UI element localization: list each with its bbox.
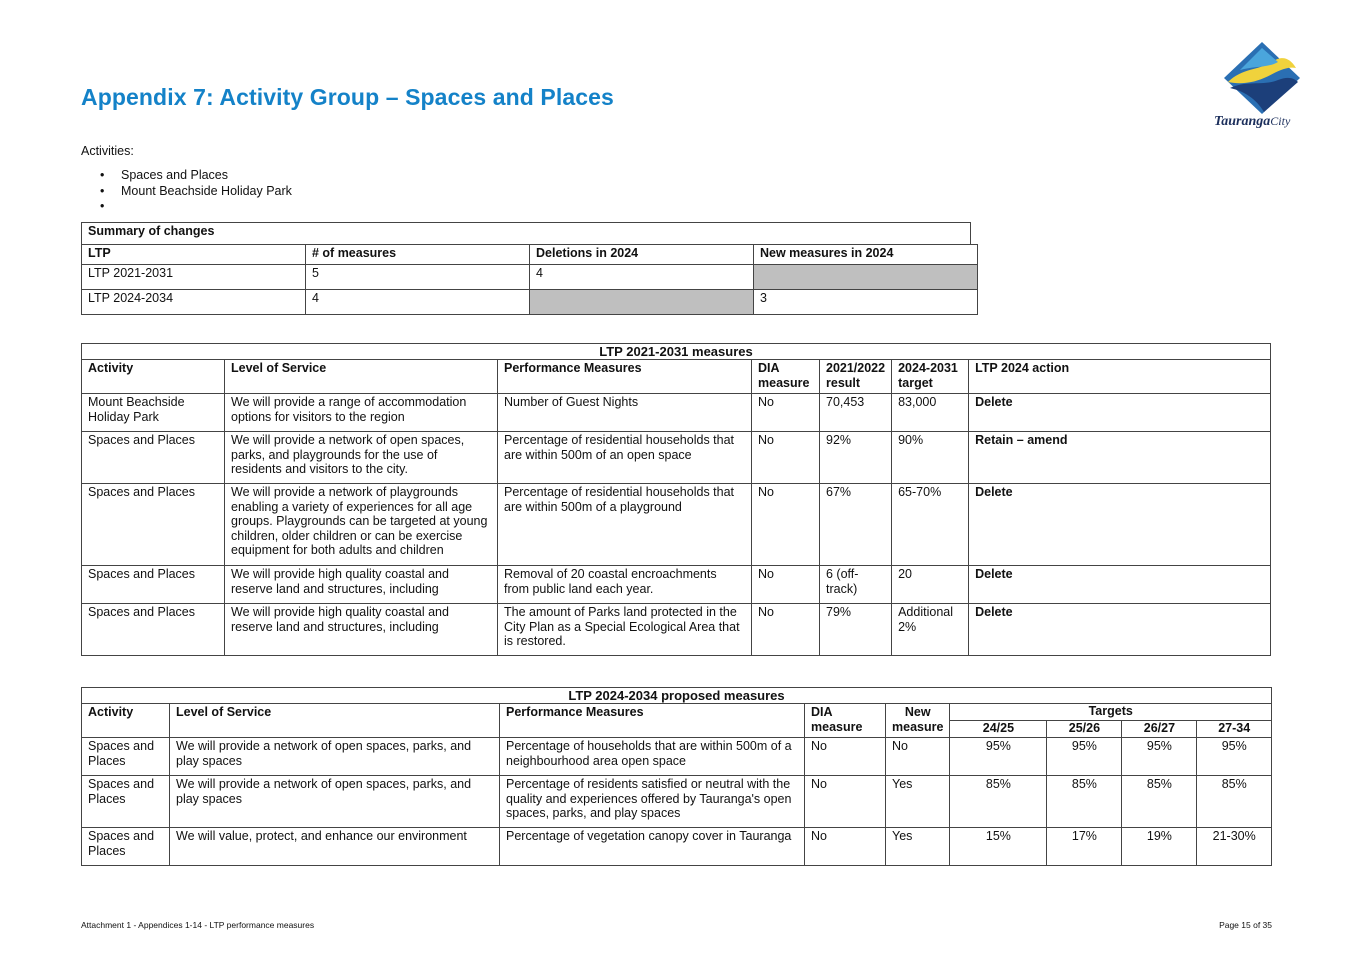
table-cell: Removal of 20 coastal encroachments from public land each year. [498, 566, 752, 604]
table-cell: Delete [969, 394, 1271, 432]
table-cell: Spaces and Places [82, 828, 170, 866]
table-cell: 95% [1197, 738, 1272, 776]
table-cell: We will value, protect, and enhance our environment [170, 828, 500, 866]
table-cell: We will provide high quality coastal and reserve land and structures, including [225, 566, 498, 604]
table-cell: 67% [820, 484, 892, 566]
table-row [82, 566, 1271, 604]
activities-list [100, 168, 292, 215]
table-row [82, 604, 1271, 656]
table-cell: No [805, 738, 886, 776]
table-row [82, 264, 978, 289]
table-cell: No [805, 828, 886, 866]
table-row [82, 289, 978, 314]
column-header: Performance Measures [500, 704, 805, 738]
summary-heading: Summary of changes [81, 222, 971, 245]
table-cell: LTP 2024-2034 [82, 289, 306, 314]
table-cell: 4 [530, 264, 754, 289]
table-cell: 6 (off-track) [820, 566, 892, 604]
table-cell: 83,000 [892, 394, 969, 432]
table-row [82, 776, 1272, 828]
column-header: 25/26 [1047, 721, 1122, 738]
activities-label: Activities: [81, 144, 134, 158]
column-header: Activity [82, 360, 225, 394]
column-header: DIA measure [805, 704, 886, 738]
table-cell: 85% [1122, 776, 1197, 828]
table-cell: We will provide a network of open spaces, parks, and playgrounds for the use of residents and visitors to the city. [225, 432, 498, 484]
column-header: 27-34 [1197, 721, 1272, 738]
table-cell: We will provide high quality coastal and reserve land and structures, including [225, 604, 498, 656]
footer-page-number: Page 15 of 35 [1219, 920, 1272, 930]
table-cell: 95% [1122, 738, 1197, 776]
table-cell: 21-30% [1197, 828, 1272, 866]
table-cell: No [752, 432, 820, 484]
table-cell: Spaces and Places [82, 604, 225, 656]
column-header: Performance Measures [498, 360, 752, 394]
table-cell-shaded [530, 289, 754, 314]
logo-wordmark: TaurangaCity [1214, 114, 1291, 129]
table-cell: 70,453 [820, 394, 892, 432]
table-row [82, 432, 1271, 484]
table-cell: We will provide a network of playgrounds enabling a variety of experiences for all age groups. Playgrounds can be targeted at young children, older children or can be exercise equipment for both adults and children [225, 484, 498, 566]
list-item: • Mount Beachside Holiday Park [100, 183, 292, 198]
table-cell: 65-70% [892, 484, 969, 566]
table-cell: Additional 2% [892, 604, 969, 656]
table-cell: 85% [1197, 776, 1272, 828]
summary-of-changes [81, 222, 978, 315]
table-cell: Yes [886, 828, 950, 866]
table-header-row [82, 704, 1272, 721]
table-cell: No [805, 776, 886, 828]
table-cell: We will provide a range of accommodation options for visitors to the region [225, 394, 498, 432]
table-cell: Spaces and Places [82, 484, 225, 566]
table-cell: Delete [969, 566, 1271, 604]
table-cell: The amount of Parks land protected in the City Plan as a Special Ecological Area that is restored. [498, 604, 752, 656]
table-cell: No [886, 738, 950, 776]
table-header-row [82, 360, 1271, 394]
ltp-2021-2031-measures-table [81, 343, 1271, 656]
table-cell: We will provide a network of open spaces, parks, and play spaces [170, 776, 500, 828]
table-cell: Delete [969, 604, 1271, 656]
column-header: 26/27 [1122, 721, 1197, 738]
table-cell: 85% [950, 776, 1047, 828]
column-header: Activity [82, 704, 170, 738]
column-header: 2021/2022 result [820, 360, 892, 394]
table-cell: No [752, 604, 820, 656]
column-header: Level of Service [170, 704, 500, 738]
table-cell: 79% [820, 604, 892, 656]
column-header: DIA measure [752, 360, 820, 394]
table-cell: Spaces and Places [82, 566, 225, 604]
table-cell: No [752, 566, 820, 604]
table-cell: 4 [306, 289, 530, 314]
column-header: New measure [886, 704, 950, 738]
table-cell: Percentage of residents satisfied or neutral with the quality and experiences offered by Tauranga's open spaces, parks, and play spaces [500, 776, 805, 828]
page-title: Appendix 7: Activity Group – Spaces and Places [81, 84, 614, 110]
footer-attachment-label: Attachment 1 - Appendices 1-14 - LTP performance measures [81, 920, 315, 930]
table-cell: 15% [950, 828, 1047, 866]
table-cell: Spaces and Places [82, 776, 170, 828]
column-header: # of measures [306, 245, 530, 265]
table-cell: 90% [892, 432, 969, 484]
table-row [82, 738, 1272, 776]
table-cell: 85% [1047, 776, 1122, 828]
table-cell: Delete [969, 484, 1271, 566]
table-cell: 3 [754, 289, 978, 314]
bullet-icon: • [100, 168, 105, 182]
column-header: LTP [82, 245, 306, 265]
table-cell: Mount Beachside Holiday Park [82, 394, 225, 432]
table-cell: Spaces and Places [82, 738, 170, 776]
table-cell: 92% [820, 432, 892, 484]
table-cell: 19% [1122, 828, 1197, 866]
table-cell: Percentage of residential households that are within 500m of a playground [498, 484, 752, 566]
table-caption: LTP 2024-2034 proposed measures [82, 688, 1272, 704]
table-row [82, 484, 1271, 566]
table-caption: LTP 2021-2031 measures [82, 344, 1271, 360]
column-header: LTP 2024 action [969, 360, 1271, 394]
ltp-2024-2034-proposed-measures-table [81, 687, 1272, 866]
table-row [82, 394, 1271, 432]
list-item: • Spaces and Places [100, 168, 229, 182]
table-cell: No [752, 394, 820, 432]
table-cell: 95% [950, 738, 1047, 776]
table-cell: 17% [1047, 828, 1122, 866]
column-header: Level of Service [225, 360, 498, 394]
targets-header: Targets [950, 704, 1272, 721]
table-cell: Percentage of residential households that are within 500m of an open space [498, 432, 752, 484]
table-cell: We will provide a network of open spaces, parks, and play spaces [170, 738, 500, 776]
summary-table [81, 244, 978, 315]
table-header-row [82, 245, 978, 265]
table-cell-shaded [754, 264, 978, 289]
bullet-icon: • [100, 183, 105, 198]
table-cell: 20 [892, 566, 969, 604]
table-row [82, 828, 1272, 866]
column-header: 24/25 [950, 721, 1047, 738]
list-item [100, 199, 292, 215]
table-cell: Percentage of vegetation canopy cover in Tauranga [500, 828, 805, 866]
table-cell: Number of Guest Nights [498, 394, 752, 432]
column-header: Deletions in 2024 [530, 245, 754, 265]
column-header: New measures in 2024 [754, 245, 978, 265]
table-cell: Spaces and Places [82, 432, 225, 484]
table-cell: No [752, 484, 820, 566]
table-cell: 95% [1047, 738, 1122, 776]
table-cell: Percentage of households that are within 500m of a neighbourhood area open space [500, 738, 805, 776]
table-cell: Retain – amend [969, 432, 1271, 484]
table-cell: Yes [886, 776, 950, 828]
bullet-icon: • [100, 199, 105, 213]
table-cell: LTP 2021-2031 [82, 264, 306, 289]
table-cell: 5 [306, 264, 530, 289]
column-header: 2024-2031 target [892, 360, 969, 394]
